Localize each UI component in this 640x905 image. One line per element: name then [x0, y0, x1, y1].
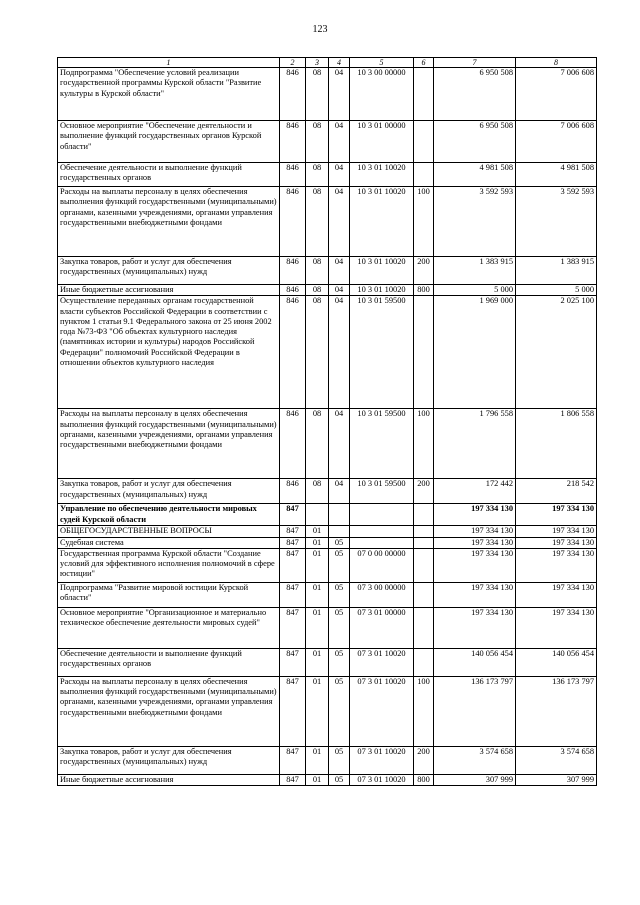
cell-subsection: 04 — [329, 163, 350, 187]
cell-expense-type: 100 — [414, 676, 434, 746]
cell-amount-year1: 5 000 — [434, 285, 516, 296]
cell-ministry-code: 846 — [280, 409, 306, 479]
cell-subsection: 05 — [329, 774, 350, 785]
cell-ministry-code: 847 — [280, 537, 306, 548]
cell-amount-year1: 307 999 — [434, 774, 516, 785]
table-row — [58, 68, 597, 121]
cell-amount-year1: 197 334 130 — [434, 582, 516, 607]
cell-name: ОБЩЕГОСУДАРСТВЕННЫЕ ВОПРОСЫ — [58, 526, 280, 537]
cell-ministry-code: 846 — [280, 296, 306, 409]
cell-subsection: 05 — [329, 548, 350, 582]
cell-target-article: 10 3 01 59500 — [350, 479, 414, 504]
cell-expense-type: 100 — [414, 409, 434, 479]
cell-amount-year2: 7 006 608 — [516, 121, 597, 163]
cell-amount-year2: 1 806 558 — [516, 409, 597, 479]
cell-amount-year2: 197 334 130 — [516, 548, 597, 582]
cell-name: Иные бюджетные ассигнования — [58, 285, 280, 296]
cell-section: 01 — [306, 548, 329, 582]
cell-expense-type — [414, 607, 434, 648]
cell-amount-year2: 5 000 — [516, 285, 597, 296]
cell-section: 01 — [306, 582, 329, 607]
table-row — [58, 774, 597, 785]
cell-subsection: 04 — [329, 409, 350, 479]
cell-amount-year2: 4 981 508 — [516, 163, 597, 187]
cell-amount-year1: 197 334 130 — [434, 607, 516, 648]
table-row — [58, 163, 597, 187]
cell-section: 01 — [306, 746, 329, 774]
cell-amount-year1: 3 574 658 — [434, 746, 516, 774]
cell-section: 08 — [306, 296, 329, 409]
cell-subsection — [329, 504, 350, 526]
cell-subsection: 04 — [329, 285, 350, 296]
cell-subsection: 05 — [329, 676, 350, 746]
cell-amount-year1: 3 592 593 — [434, 187, 516, 257]
cell-amount-year1: 1 796 558 — [434, 409, 516, 479]
cell-section — [306, 504, 329, 526]
cell-name: Закупка товаров, работ и услуг для обеспечения государственных (муниципальных) нужд — [58, 746, 280, 774]
col-number-6: 6 — [414, 58, 434, 68]
cell-section: 08 — [306, 409, 329, 479]
cell-subsection: 05 — [329, 607, 350, 648]
cell-section: 01 — [306, 774, 329, 785]
cell-subsection: 04 — [329, 257, 350, 285]
cell-amount-year1: 1 383 915 — [434, 257, 516, 285]
table-row — [58, 526, 597, 537]
cell-target-article: 07 3 01 00000 — [350, 607, 414, 648]
cell-target-article: 10 3 01 10020 — [350, 163, 414, 187]
cell-section: 08 — [306, 479, 329, 504]
cell-amount-year1: 136 173 797 — [434, 676, 516, 746]
cell-ministry-code: 847 — [280, 648, 306, 676]
cell-expense-type — [414, 526, 434, 537]
cell-amount-year2: 140 056 454 — [516, 648, 597, 676]
cell-target-article: 07 3 01 10020 — [350, 774, 414, 785]
cell-name: Расходы на выплаты персоналу в целях обеспечения выполнения функций государственными (муниципальными) органами, казенными учреждениями, органами управления государственными внебюджетными фондами — [58, 676, 280, 746]
table-row — [58, 121, 597, 163]
cell-amount-year2: 1 383 915 — [516, 257, 597, 285]
cell-subsection: 05 — [329, 746, 350, 774]
cell-subsection: 04 — [329, 68, 350, 121]
cell-subsection: 04 — [329, 479, 350, 504]
cell-expense-type — [414, 163, 434, 187]
cell-name: Расходы на выплаты персоналу в целях обеспечения выполнения функций государственными (муниципальными) органами, казенными учреждениями, органами управления государственными внебюджетными фондами — [58, 187, 280, 257]
table-row — [58, 285, 597, 296]
cell-amount-year1: 6 950 508 — [434, 121, 516, 163]
cell-name: Закупка товаров, работ и услуг для обеспечения государственных (муниципальных) нужд — [58, 479, 280, 504]
cell-section: 08 — [306, 187, 329, 257]
cell-target-article: 07 3 01 10020 — [350, 676, 414, 746]
col-number-2: 2 — [280, 58, 306, 68]
cell-amount-year2: 136 173 797 — [516, 676, 597, 746]
cell-name: Расходы на выплаты персоналу в целях обеспечения выполнения функций государственными (муниципальными) органами, казенными учреждениями, органами управления государственными внебюджетными фондами — [58, 409, 280, 479]
cell-amount-year1: 4 981 508 — [434, 163, 516, 187]
cell-ministry-code: 846 — [280, 163, 306, 187]
cell-amount-year2: 218 542 — [516, 479, 597, 504]
table-row — [58, 746, 597, 774]
cell-target-article — [350, 504, 414, 526]
cell-amount-year2: 197 334 130 — [516, 526, 597, 537]
table-row — [58, 409, 597, 479]
cell-expense-type — [414, 121, 434, 163]
cell-section: 01 — [306, 648, 329, 676]
cell-expense-type: 200 — [414, 479, 434, 504]
table-row — [58, 548, 597, 582]
cell-target-article: 10 3 01 10020 — [350, 187, 414, 257]
cell-amount-year2: 197 334 130 — [516, 537, 597, 548]
cell-expense-type: 100 — [414, 187, 434, 257]
cell-section: 01 — [306, 607, 329, 648]
cell-subsection: 04 — [329, 296, 350, 409]
cell-name: Иные бюджетные ассигнования — [58, 774, 280, 785]
cell-target-article: 07 3 01 10020 — [350, 648, 414, 676]
cell-target-article: 10 3 01 00000 — [350, 121, 414, 163]
table-row — [58, 676, 597, 746]
cell-name: Управление по обеспечению деятельности мировых судей Курской области — [58, 504, 280, 526]
cell-amount-year2: 197 334 130 — [516, 607, 597, 648]
cell-name: Осуществление переданных органам государственной власти субъектов Российской Федерации в соответствии с пунктом 1 статьи 9.1 Федерального закона от 25 июня 2002 года №73-ФЗ "Об объектах культурного наследия (памятниках истории и культуры) народов Российской Федерации" полномочий Российской Федерации в отношении объектов культурного наследия — [58, 296, 280, 409]
cell-amount-year1: 140 056 454 — [434, 648, 516, 676]
cell-amount-year2: 2 025 100 — [516, 296, 597, 409]
cell-expense-type: 200 — [414, 746, 434, 774]
cell-expense-type: 200 — [414, 257, 434, 285]
cell-amount-year2: 197 334 130 — [516, 504, 597, 526]
cell-amount-year1: 197 334 130 — [434, 548, 516, 582]
cell-name: Обеспечение деятельности и выполнение функций государственных органов — [58, 648, 280, 676]
cell-expense-type — [414, 548, 434, 582]
cell-section: 01 — [306, 526, 329, 537]
cell-amount-year2: 3 592 593 — [516, 187, 597, 257]
cell-section: 01 — [306, 537, 329, 548]
cell-ministry-code: 847 — [280, 607, 306, 648]
cell-expense-type — [414, 582, 434, 607]
cell-ministry-code: 847 — [280, 582, 306, 607]
cell-subsection: 05 — [329, 648, 350, 676]
cell-target-article: 07 0 00 00000 — [350, 548, 414, 582]
col-number-7: 7 — [434, 58, 516, 68]
cell-target-article: 10 3 00 00000 — [350, 68, 414, 121]
cell-amount-year1: 172 442 — [434, 479, 516, 504]
cell-subsection: 04 — [329, 187, 350, 257]
cell-expense-type — [414, 296, 434, 409]
cell-amount-year1: 197 334 130 — [434, 537, 516, 548]
column-number-row — [58, 58, 597, 68]
cell-subsection: 04 — [329, 121, 350, 163]
cell-name: Подпрограмма "Обеспечение условий реализации государственной программы Курской области "Развитие культуры в Курской области" — [58, 68, 280, 121]
cell-name: Основное мероприятие "Организационное и материально техническое обеспечение деятельности мировых судей" — [58, 607, 280, 648]
col-number-4: 4 — [329, 58, 350, 68]
table-row — [58, 479, 597, 504]
cell-amount-year1: 197 334 130 — [434, 526, 516, 537]
cell-ministry-code: 846 — [280, 68, 306, 121]
cell-ministry-code: 847 — [280, 526, 306, 537]
cell-target-article: 10 3 01 59500 — [350, 409, 414, 479]
cell-target-article: 10 3 01 10020 — [350, 285, 414, 296]
cell-target-article: 07 3 00 00000 — [350, 582, 414, 607]
cell-ministry-code: 846 — [280, 257, 306, 285]
cell-subsection — [329, 526, 350, 537]
cell-section: 01 — [306, 676, 329, 746]
cell-amount-year2: 307 999 — [516, 774, 597, 785]
cell-ministry-code: 847 — [280, 504, 306, 526]
cell-target-article: 10 3 01 10020 — [350, 257, 414, 285]
table-row — [58, 537, 597, 548]
cell-amount-year1: 1 969 000 — [434, 296, 516, 409]
cell-target-article: 10 3 01 59500 — [350, 296, 414, 409]
cell-ministry-code: 847 — [280, 774, 306, 785]
table-row — [58, 187, 597, 257]
cell-ministry-code: 846 — [280, 121, 306, 163]
cell-amount-year1: 197 334 130 — [434, 504, 516, 526]
cell-target-article: 07 3 01 10020 — [350, 746, 414, 774]
cell-name: Основное мероприятие "Обеспечение деятельности и выполнение функций государственных органов Курской области" — [58, 121, 280, 163]
cell-ministry-code: 847 — [280, 548, 306, 582]
cell-expense-type: 800 — [414, 774, 434, 785]
table-row — [58, 504, 597, 526]
col-number-1: 1 — [58, 58, 280, 68]
cell-expense-type — [414, 537, 434, 548]
col-number-8: 8 — [516, 58, 597, 68]
cell-name: Обеспечение деятельности и выполнение функций государственных органов — [58, 163, 280, 187]
cell-section: 08 — [306, 68, 329, 121]
cell-ministry-code: 846 — [280, 187, 306, 257]
cell-target-article — [350, 537, 414, 548]
col-number-3: 3 — [306, 58, 329, 68]
cell-section: 08 — [306, 285, 329, 296]
table-row — [58, 296, 597, 409]
page-number: 123 — [312, 24, 328, 35]
cell-amount-year2: 7 006 608 — [516, 68, 597, 121]
cell-section: 08 — [306, 163, 329, 187]
cell-name: Подпрограмма "Развитие мировой юстиции Курской области" — [58, 582, 280, 607]
table-row — [58, 582, 597, 607]
cell-expense-type — [414, 68, 434, 121]
table-row — [58, 257, 597, 285]
cell-ministry-code: 846 — [280, 479, 306, 504]
cell-subsection: 05 — [329, 537, 350, 548]
cell-subsection: 05 — [329, 582, 350, 607]
cell-amount-year1: 6 950 508 — [434, 68, 516, 121]
cell-target-article — [350, 526, 414, 537]
cell-ministry-code: 847 — [280, 676, 306, 746]
cell-section: 08 — [306, 121, 329, 163]
cell-expense-type: 800 — [414, 285, 434, 296]
cell-amount-year2: 197 334 130 — [516, 582, 597, 607]
cell-expense-type — [414, 648, 434, 676]
cell-ministry-code: 846 — [280, 285, 306, 296]
cell-ministry-code: 847 — [280, 746, 306, 774]
table-row — [58, 607, 597, 648]
col-number-5: 5 — [350, 58, 414, 68]
cell-amount-year2: 3 574 658 — [516, 746, 597, 774]
cell-name: Закупка товаров, работ и услуг для обеспечения государственных (муниципальных) нужд — [58, 257, 280, 285]
table-row — [58, 648, 597, 676]
cell-name: Судебная система — [58, 537, 280, 548]
cell-section: 08 — [306, 257, 329, 285]
budget-table — [57, 57, 597, 786]
cell-expense-type — [414, 504, 434, 526]
cell-name: Государственная программа Курской области "Создание условий для эффективного исполнения полномочий в сфере юстиции" — [58, 548, 280, 582]
